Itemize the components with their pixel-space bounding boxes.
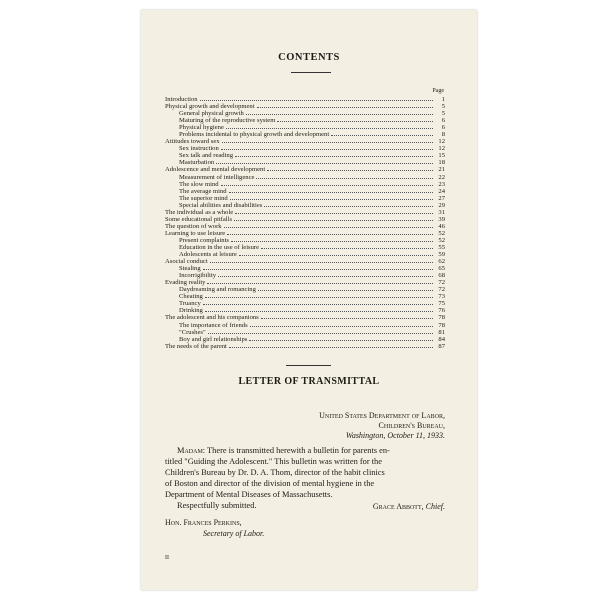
toc-entry-title: Boy and girl relationships	[179, 335, 248, 343]
toc-entry-title: Measurement of intelligence	[179, 173, 255, 181]
toc-leader-dots	[205, 292, 433, 298]
toc-leader-dots	[261, 243, 433, 249]
toc-entry	[165, 299, 445, 306]
toc-entry-page: 6	[441, 124, 445, 132]
table-of-contents	[165, 95, 445, 349]
toc-leader-dots	[230, 194, 433, 200]
toc-entry-page: 31	[438, 208, 445, 216]
toc-leader-dots	[277, 116, 433, 122]
toc-entry-page: 12	[438, 138, 445, 146]
toc-entry-page: 78	[438, 321, 445, 329]
toc-entry	[165, 243, 445, 250]
toc-entry-page: 8	[441, 131, 445, 139]
toc-entry-page: 6	[441, 117, 445, 125]
toc-leader-dots	[257, 102, 433, 108]
toc-entry-page: 52	[438, 236, 445, 244]
toc-entry-page: 75	[438, 300, 445, 308]
toc-entry-page: 65	[438, 265, 445, 273]
toc-entry	[165, 342, 445, 349]
address-line-1: United States Department of Labor,	[319, 411, 445, 420]
toc-entry-page: 15	[438, 152, 445, 160]
toc-entry-title: The slow mind	[179, 180, 219, 188]
toc-entry-page: 62	[438, 258, 445, 266]
toc-entry-title: Present complaints	[179, 236, 229, 244]
address-line-2: Children's Bureau,	[378, 421, 445, 430]
toc-entry-title: The superior mind	[179, 194, 228, 202]
toc-entry	[165, 130, 445, 137]
toc-entry	[165, 264, 445, 271]
toc-entry-title: Incorrigibility	[179, 272, 216, 280]
toc-entry-page: 52	[438, 229, 445, 237]
toc-leader-dots	[208, 328, 433, 334]
toc-entry-title: Adolescents at leisure	[179, 251, 237, 259]
toc-leader-dots	[256, 173, 433, 179]
toc-entry-title: Problems incidental to physical growth and development	[179, 131, 330, 139]
toc-entry-title: Evading reality	[165, 279, 206, 287]
toc-entry	[165, 328, 445, 335]
toc-entry	[165, 306, 445, 313]
toc-entry	[165, 151, 445, 158]
toc-leader-dots	[224, 222, 433, 228]
toc-entry	[165, 250, 445, 257]
toc-entry-title: The importance of friends	[179, 321, 248, 329]
toc-entry-title: The individual as a whole	[165, 208, 234, 216]
page-number: II	[165, 555, 169, 561]
toc-entry-page: 5	[441, 110, 445, 118]
toc-entry-page: 84	[438, 335, 445, 343]
toc-leader-dots	[250, 321, 433, 327]
toc-entry-title: The average mind	[179, 187, 227, 195]
toc-entry-title: Stealing	[179, 265, 201, 273]
toc-leader-dots	[231, 236, 433, 242]
document-page	[141, 10, 477, 590]
toc-entry	[165, 278, 445, 285]
toc-leader-dots	[264, 201, 433, 207]
toc-entry-title: Learning to use leisure	[165, 229, 226, 237]
toc-entry-page: 73	[438, 293, 445, 301]
toc-entry	[165, 187, 445, 194]
toc-entry	[165, 102, 445, 109]
toc-leader-dots	[235, 151, 433, 157]
toc-leader-dots	[229, 342, 433, 348]
toc-leader-dots	[226, 123, 433, 129]
toc-entry-page: 87	[438, 342, 445, 350]
section-rule	[286, 365, 331, 366]
letter-body-line: titled "Guiding the Adolescent." This bulletin was written for the	[165, 457, 382, 466]
toc-leader-dots	[210, 257, 433, 263]
toc-entry-title: Introduction	[165, 96, 198, 103]
toc-entry	[165, 123, 445, 130]
letter-heading: LETTER OF TRANSMITTAL	[238, 376, 380, 387]
toc-entry-title: Attitudes toward sex	[165, 138, 220, 146]
toc-entry	[165, 95, 445, 102]
toc-entry-page: 39	[438, 215, 445, 223]
toc-leader-dots	[227, 229, 433, 235]
toc-entry-title: Special abilities and disabilities	[179, 201, 263, 209]
toc-entry-page: 46	[438, 222, 445, 230]
toc-entry-page: 1	[441, 96, 445, 103]
toc-entry-page: 72	[438, 279, 445, 287]
toc-entry	[165, 144, 445, 151]
toc-entry-title: "Crushes"	[179, 328, 206, 336]
toc-entry	[165, 116, 445, 123]
toc-entry-page: 18	[438, 159, 445, 167]
letter-body-line: of Boston and director of the division of mental hygiene in the	[165, 479, 375, 488]
toc-entry-title: General physical growth	[179, 110, 244, 118]
toc-entry-title: The needs of the parent	[165, 342, 227, 350]
toc-entry	[165, 194, 445, 201]
toc-leader-dots	[249, 335, 433, 341]
toc-entry-page: 78	[438, 314, 445, 322]
toc-entry	[165, 236, 445, 243]
toc-leader-dots	[222, 137, 433, 143]
signature-name: Grace Abbott,	[372, 502, 424, 511]
letter-body-line: Department of Mental Diseases of Massachusetts.	[165, 490, 333, 499]
toc-leader-dots	[205, 306, 433, 312]
toc-entry-title: Daydreaming and romancing	[179, 286, 256, 294]
toc-leader-dots	[216, 158, 433, 164]
toc-entry-title: Truancy	[179, 300, 201, 308]
toc-entry-page: 68	[438, 272, 445, 280]
toc-entry-title: Cheating	[179, 293, 203, 301]
toc-entry-page: 12	[438, 145, 445, 153]
toc-entry-title: The question of work	[165, 222, 222, 230]
toc-leader-dots	[258, 285, 433, 291]
toc-leader-dots	[235, 208, 433, 214]
toc-entry	[165, 208, 445, 215]
toc-entry-page: 27	[438, 194, 445, 202]
salutation: Madam:	[177, 446, 206, 455]
toc-entry	[165, 222, 445, 229]
toc-entry	[165, 271, 445, 278]
toc-entry-page: 21	[438, 166, 445, 174]
heading-rule	[291, 72, 331, 73]
toc-entry-title: Physical growth and development	[165, 103, 255, 111]
signature	[373, 502, 445, 511]
toc-entry-title: Adolescence and mental development	[165, 166, 266, 174]
toc-entry	[165, 109, 445, 116]
toc-entry-page: 81	[438, 328, 445, 336]
toc-leader-dots	[200, 95, 433, 101]
toc-leader-dots	[261, 313, 433, 319]
toc-entry-page: 24	[438, 187, 445, 195]
toc-entry	[165, 137, 445, 144]
toc-entry-title: Education in the use of leisure	[179, 243, 260, 251]
toc-entry-page: 76	[438, 307, 445, 315]
toc-entry-page: 5	[441, 103, 445, 111]
toc-leader-dots	[207, 278, 433, 284]
toc-entry-page: 23	[438, 180, 445, 188]
toc-entry-title: Asocial conduct	[165, 258, 208, 266]
toc-entry-title: The adolescent and his companions	[165, 314, 259, 322]
toc-leader-dots	[234, 215, 433, 221]
contents-heading: CONTENTS	[278, 52, 340, 63]
toc-entry-title: Maturing of the reproductive system	[179, 117, 276, 125]
toc-entry	[165, 313, 445, 320]
page-column-label: Page	[432, 88, 444, 94]
toc-entry-page: 29	[438, 201, 445, 209]
toc-entry	[165, 285, 445, 292]
toc-entry	[165, 292, 445, 299]
toc-entry	[165, 180, 445, 187]
toc-leader-dots	[218, 271, 433, 277]
toc-entry-page: 59	[438, 251, 445, 259]
toc-entry	[165, 165, 445, 172]
letter-body-line: Children's Bureau by Dr. D. A. Thom, director of the habit clinics	[165, 468, 385, 477]
closing-line: Respectfully submitted.	[177, 501, 257, 510]
toc-entry-page: 55	[438, 243, 445, 251]
addressee-title: Secretary of Labor.	[203, 529, 265, 538]
toc-leader-dots	[267, 165, 433, 171]
toc-entry-title: Drinking	[179, 307, 203, 315]
toc-entry-title: Masturbation	[179, 159, 215, 167]
toc-entry-page: 72	[438, 286, 445, 294]
signature-title: Chief.	[423, 502, 445, 511]
toc-entry-title: Sex talk and reading	[179, 152, 234, 160]
toc-leader-dots	[203, 264, 433, 270]
toc-leader-dots	[221, 180, 433, 186]
address-date: Washington, October 11, 1933.	[345, 431, 445, 440]
addressee-name: Hon. Frances Perkins,	[165, 518, 242, 527]
toc-leader-dots	[246, 109, 433, 115]
toc-entry-title: Sex instruction	[179, 145, 219, 153]
toc-entry	[165, 173, 445, 180]
toc-entry-page: 22	[438, 173, 445, 181]
toc-leader-dots	[203, 299, 433, 305]
letter-body-line: Madam: There is transmitted herewith a bulletin for parents en-	[177, 446, 390, 455]
toc-leader-dots	[229, 187, 433, 193]
toc-leader-dots	[221, 144, 433, 150]
toc-entry	[165, 257, 445, 264]
toc-entry	[165, 229, 445, 236]
toc-entry	[165, 158, 445, 165]
toc-leader-dots	[239, 250, 433, 256]
toc-entry	[165, 201, 445, 208]
toc-entry	[165, 335, 445, 342]
toc-entry	[165, 215, 445, 222]
toc-leader-dots	[331, 130, 433, 136]
toc-entry-title: Some educational pitfalls	[165, 215, 233, 223]
toc-entry	[165, 321, 445, 328]
toc-entry-title: Physical hygiene	[179, 124, 224, 132]
